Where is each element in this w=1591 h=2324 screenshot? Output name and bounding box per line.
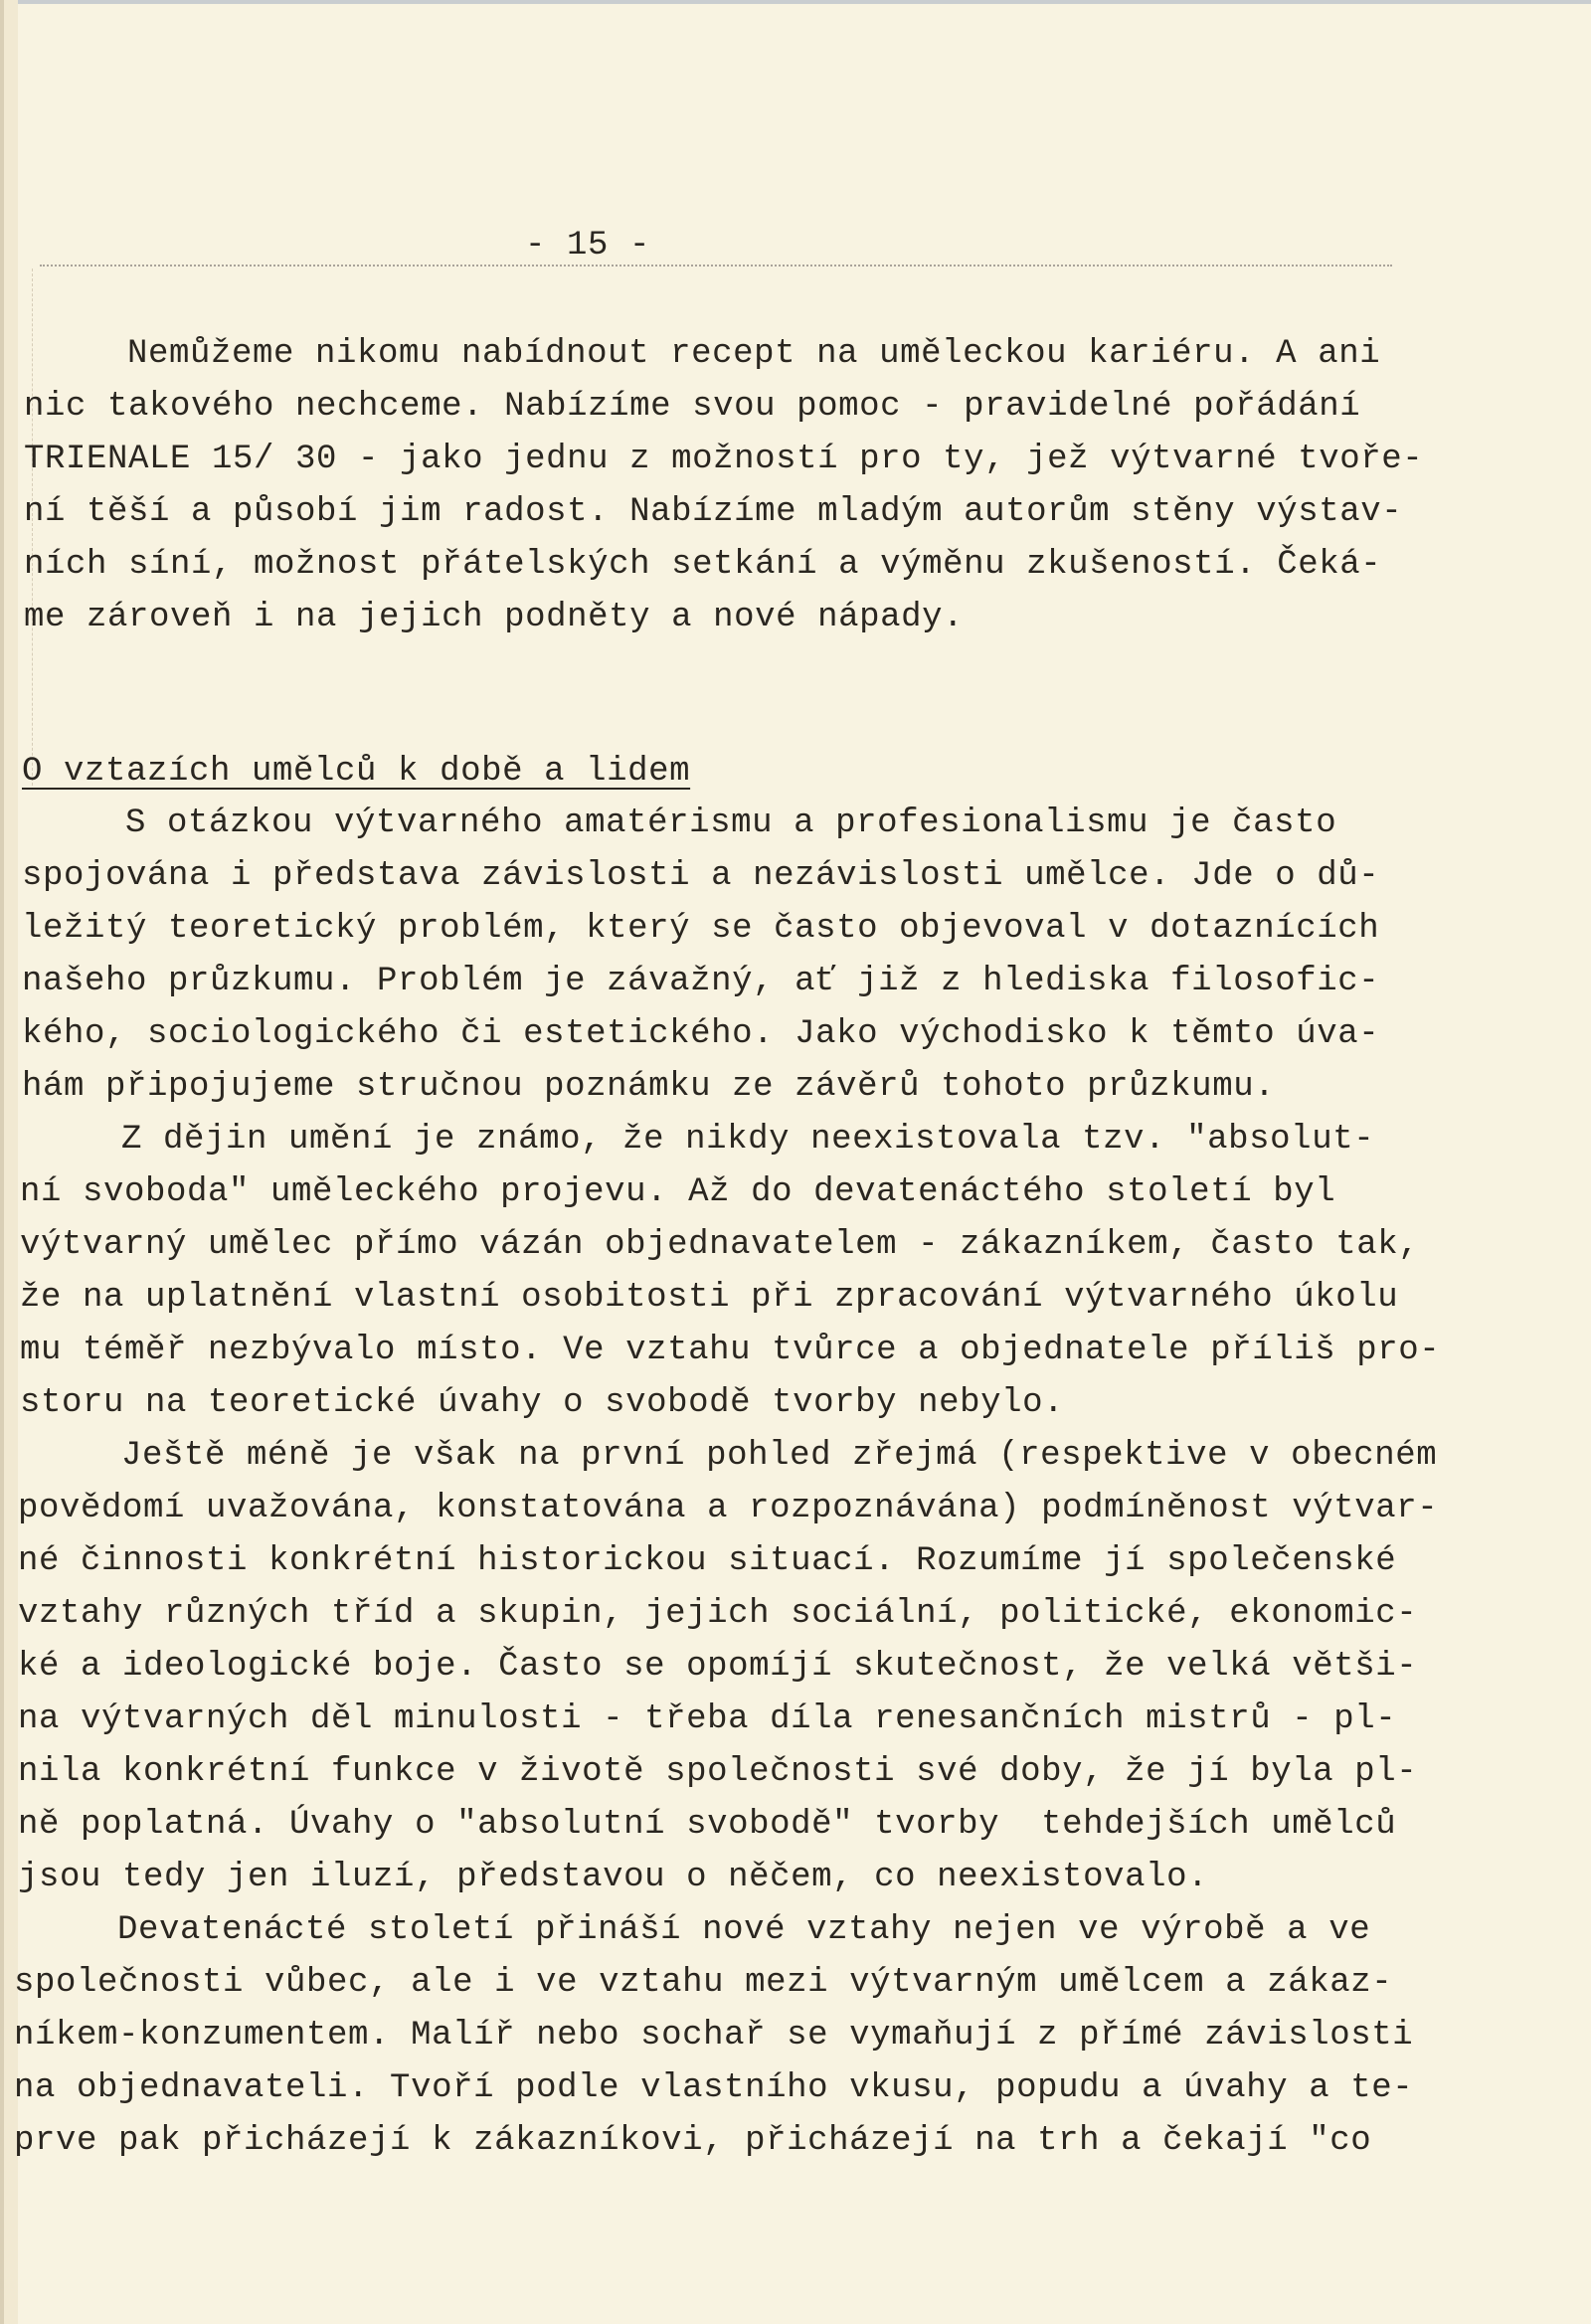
text-line: ně poplatná. Úvahy o "absolutní svobodě" tvorby tehdejších umělců <box>18 1806 1397 1844</box>
text-line: že na uplatnění vlastní osobitosti při zpracování výtvarného úkolu <box>20 1279 1399 1317</box>
text-line: našeho průzkumu. Problém je závažný, ať již z hlediska filosofic- <box>22 963 1380 1000</box>
text-line: nila konkrétní funkce v životě společnosti své doby, že jí byla pl- <box>18 1753 1418 1791</box>
text-line: výtvarný umělec přímo vázán objednavatelem - zákazníkem, často tak, <box>20 1226 1420 1264</box>
text-line: né činnosti konkrétní historickou situací. Rozumíme jí společenské <box>18 1542 1397 1580</box>
text-line: hám připojujeme stručnou poznámku ze závěrů tohoto průzkumu. <box>22 1068 1276 1106</box>
text-line: společnosti vůbec, ale i ve vztahu mezi výtvarným umělcem a zákaz- <box>14 1964 1393 2002</box>
text-line: ních síní, možnost přátelských setkání a výměnu zkušeností. Čeká- <box>24 546 1382 584</box>
text-line: Z dějin umění je známo, že nikdy neexistovala tzv. "absolut- <box>121 1121 1375 1159</box>
text-line: Nemůžeme nikomu nabídnout recept na uměleckou kariéru. A ani <box>127 335 1381 373</box>
text-line: jsou tedy jen iluzí, představou o něčem, co neexistovalo. <box>18 1859 1209 1896</box>
text-line: spojována i představa závislosti a nezávislosti umělce. Jde o dů- <box>22 857 1380 895</box>
text-line: S otázkou výtvarného amatérismu a profesionalismu je často <box>125 804 1337 842</box>
text-line: ležitý teoretický problém, který se často objevoval v dotaznících <box>22 910 1380 948</box>
text-line: TRIENALE 15/ 30 - jako jednu z možností pro ty, jež výtvarné tvoře- <box>24 441 1424 478</box>
text-line: Devatenácté století přináší nové vztahy nejen ve výrobě a ve <box>117 1911 1371 1949</box>
text-line: me zároveň i na jejich podněty a nové nápady. <box>24 599 965 636</box>
text-line: ní těší a působí jim radost. Nabízíme mladým autorům stěny výstav- <box>24 493 1403 531</box>
text-line: kého, sociologického či estetického. Jako východisko k těmto úva- <box>22 1015 1380 1053</box>
text-line: Ještě méně je však na první pohled zřejmá (respektive v obecném <box>121 1437 1438 1475</box>
scan-top-edge <box>0 0 1591 4</box>
text-line: vztahy různých tříd a skupin, jejich sociální, politické, ekonomic- <box>18 1595 1418 1633</box>
text-line: nic takového nechceme. Nabízíme svou pomoc - pravidelné pořádání <box>24 388 1361 426</box>
header-dotted-rule <box>40 265 1392 267</box>
text-line: na objednavateli. Tvoří podle vlastního vkusu, popudu a úvahy a te- <box>14 2069 1414 2107</box>
text-line: ké a ideologické boje. Často se opomíjí skutečnost, že velká větši- <box>18 1648 1418 1686</box>
text-line: níkem-konzumentem. Malíř nebo sochař se vymaňují z přímé závislosti <box>14 2017 1414 2055</box>
text-line: na výtvarných děl minulosti - třeba díla renesančních mistrů - pl- <box>18 1700 1397 1738</box>
text-line: povědomí uvažována, konstatována a rozpoznávána) podmíněnost výtvar- <box>18 1490 1439 1527</box>
page-number: - 15 - <box>525 227 651 265</box>
section-heading: O vztazích umělců k době a lidem <box>22 753 691 791</box>
text-line: storu na teoretické úvahy o svobodě tvorby nebylo. <box>20 1384 1065 1422</box>
text-line: prve pak přicházejí k zákazníkovi, přicházejí na trh a čekají "co <box>14 2122 1372 2160</box>
text-line: mu téměř nezbývalo místo. Ve vztahu tvůrce a objednatele příliš pro- <box>20 1332 1441 1369</box>
text-line: ní svoboda" uměleckého projevu. Až do devatenáctého století byl <box>20 1173 1336 1211</box>
